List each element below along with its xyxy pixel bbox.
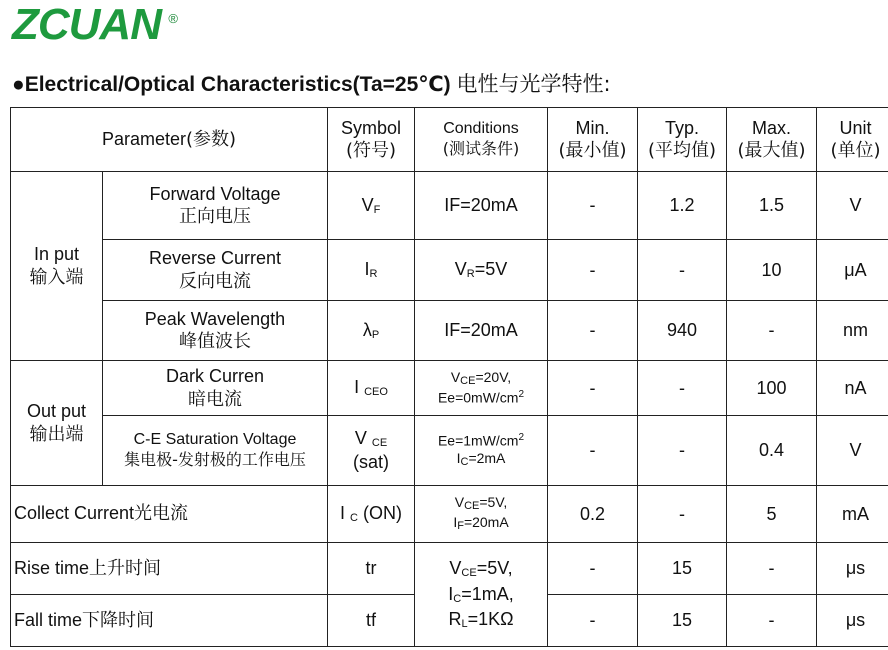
heading-title-en: Electrical/Optical Characteristics(Ta=25℃) bbox=[24, 73, 451, 96]
min-cell: - bbox=[548, 172, 638, 240]
characteristics-table bbox=[10, 107, 888, 647]
min-cell: - bbox=[548, 240, 638, 301]
condition-cell: $V_R=5V$ bbox=[415, 240, 548, 301]
max-cell: 1.5 bbox=[727, 172, 817, 240]
typ-cell: - bbox=[638, 416, 727, 486]
min-cell: - bbox=[548, 301, 638, 361]
symbol-cell: tr bbox=[328, 543, 415, 595]
symbol-cell: I $_C$ (ON) bbox=[328, 486, 415, 543]
table-row bbox=[11, 301, 888, 361]
condition-cell: $V_{CE}=5V$, $I_F=20mA$ bbox=[415, 486, 548, 543]
heading-title-cn: 电性与光学特性: bbox=[456, 72, 611, 96]
heading-bullet: ● bbox=[12, 73, 25, 96]
header-unit: Unit (单位) bbox=[817, 108, 888, 172]
symbol-cell: $V_F$ bbox=[328, 172, 415, 240]
param-ce-saturation: C-E Saturation Voltage 集电极-发射极的工作电压 bbox=[103, 416, 328, 486]
condition-cell: $Ee=1mW/cm^2$ $I_C=2mA$ bbox=[415, 416, 548, 486]
switch-condition-cell: $V_{CE}=5V$, $I_C=1mA$, $R_L=1K\Omega$ bbox=[415, 543, 548, 647]
header-typ: Typ. (平均值) bbox=[638, 108, 727, 172]
min-cell: - bbox=[548, 361, 638, 416]
table-row bbox=[11, 543, 888, 595]
unit-cell: μA bbox=[817, 240, 888, 301]
typ-cell: 15 bbox=[638, 595, 727, 647]
typ-cell: 940 bbox=[638, 301, 727, 361]
condition-cell: IF=20mA bbox=[415, 301, 548, 361]
group-output: Out put 输出端 bbox=[11, 361, 103, 486]
unit-cell: nm bbox=[817, 301, 888, 361]
table-row bbox=[11, 172, 888, 240]
table-row bbox=[11, 240, 888, 301]
param-collect-current: Collect Current光电流 bbox=[11, 486, 328, 543]
table-row bbox=[11, 416, 888, 486]
min-cell: - bbox=[548, 416, 638, 486]
max-cell: 5 bbox=[727, 486, 817, 543]
param-reverse-current: Reverse Current 反向电流 bbox=[103, 240, 328, 301]
unit-cell: μs bbox=[817, 543, 888, 595]
unit-cell: μs bbox=[817, 595, 888, 647]
symbol-cell: tf bbox=[328, 595, 415, 647]
unit-cell: V bbox=[817, 172, 888, 240]
max-cell: - bbox=[727, 301, 817, 361]
symbol-cell: $I_R$ bbox=[328, 240, 415, 301]
max-cell: 0.4 bbox=[727, 416, 817, 486]
max-cell: - bbox=[727, 595, 817, 647]
typ-cell: - bbox=[638, 486, 727, 543]
logo-text: ZCUAN bbox=[12, 0, 161, 49]
section-heading bbox=[12, 68, 611, 98]
header-conditions: Conditions (测试条件) bbox=[415, 108, 548, 172]
typ-cell: 15 bbox=[638, 543, 727, 595]
group-input: In put 输入端 bbox=[11, 172, 103, 361]
header-symbol: Symbol (符号) bbox=[328, 108, 415, 172]
unit-cell: V bbox=[817, 416, 888, 486]
registered-mark: ® bbox=[168, 11, 177, 26]
max-cell: - bbox=[727, 543, 817, 595]
header-row bbox=[11, 108, 888, 172]
typ-cell: - bbox=[638, 240, 727, 301]
header-max: Max. (最大值) bbox=[727, 108, 817, 172]
symbol-cell: I $_{CEO}$ bbox=[328, 361, 415, 416]
table-row bbox=[11, 486, 888, 543]
condition-cell: IF=20mA bbox=[415, 172, 548, 240]
param-forward-voltage: Forward Voltage 正向电压 bbox=[103, 172, 328, 240]
param-fall-time: Fall time下降时间 bbox=[11, 595, 328, 647]
unit-cell: nA bbox=[817, 361, 888, 416]
param-dark-current: Dark Curren 暗电流 bbox=[103, 361, 328, 416]
max-cell: 10 bbox=[727, 240, 817, 301]
typ-cell: - bbox=[638, 361, 727, 416]
param-peak-wavelength: Peak Wavelength 峰值波长 bbox=[103, 301, 328, 361]
symbol-cell: $\lambda_P$ bbox=[328, 301, 415, 361]
param-rise-time: Rise time上升时间 bbox=[11, 543, 328, 595]
min-cell: - bbox=[548, 543, 638, 595]
unit-cell: mA bbox=[817, 486, 888, 543]
header-parameter: Parameter(参数) bbox=[11, 108, 328, 172]
table-row bbox=[11, 361, 888, 416]
min-cell: - bbox=[548, 595, 638, 647]
min-cell: 0.2 bbox=[548, 486, 638, 543]
typ-cell: 1.2 bbox=[638, 172, 727, 240]
brand-logo bbox=[12, 0, 177, 49]
max-cell: 100 bbox=[727, 361, 817, 416]
condition-cell: $V_{CE}=20V$, $Ee=0mW/cm^2$ bbox=[415, 361, 548, 416]
header-min: Min. (最小值) bbox=[548, 108, 638, 172]
symbol-cell: V $_{CE}$ (sat) bbox=[328, 416, 415, 486]
